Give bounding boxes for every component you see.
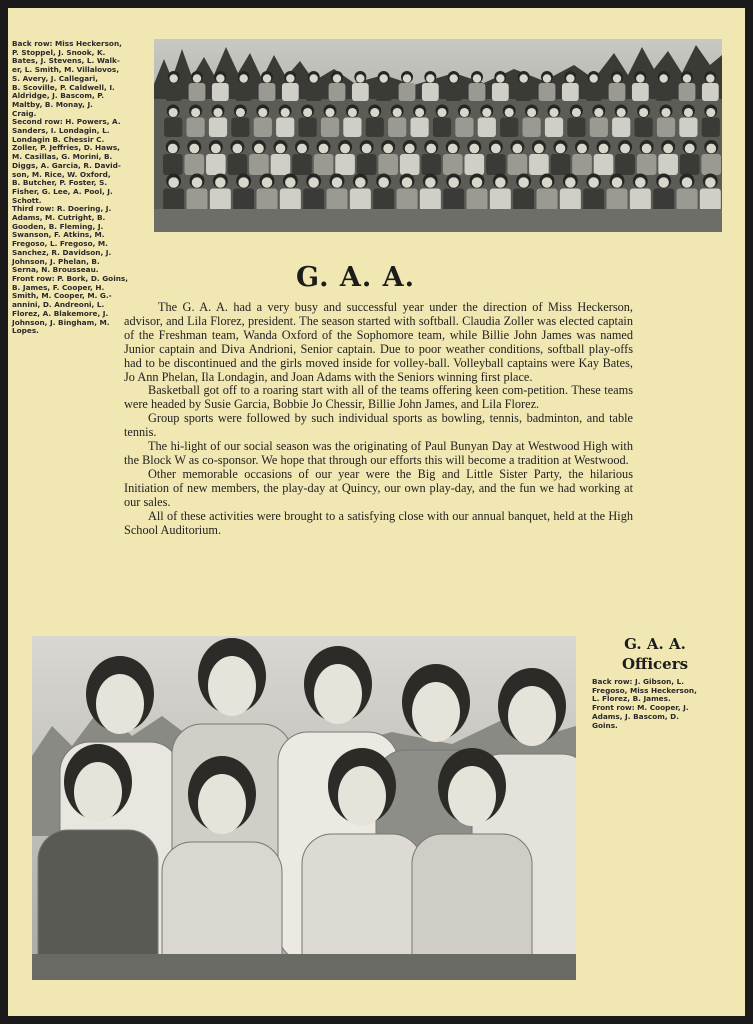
caption-line: Back row: Miss Heckerson, bbox=[12, 39, 122, 48]
caption-line: M. Casillas, G. Morini, B. bbox=[12, 152, 113, 162]
caption-line: Sanders, I. Londagin, L. bbox=[12, 126, 110, 136]
caption-line: B. Butcher, P. Foster, S. bbox=[12, 178, 108, 188]
caption-line: Johnson, J. Bingham, M. bbox=[12, 317, 110, 327]
caption-line: Third row: R. Doering, J. bbox=[12, 204, 112, 214]
group-photo-caption bbox=[12, 40, 148, 336]
caption-line: Adams, M. Cutright, B. bbox=[12, 213, 106, 223]
paragraph: All of these activities were brought to a satisfying close with our annual banquet, held at the High School Auditorium. bbox=[124, 508, 633, 537]
caption-line: Serna, N. Brousseau. bbox=[12, 265, 99, 275]
officers-title bbox=[590, 634, 720, 674]
caption-line: Second row: H. Powers, A. bbox=[12, 117, 121, 127]
caption-line: Smith, M. Cooper, M. G.- bbox=[12, 291, 112, 301]
caption-line: B. James, F. Cooper, H. bbox=[12, 282, 105, 292]
caption-line: Maltby, B. Monay, J. bbox=[12, 99, 93, 109]
caption-line: Fisher, G. Lee, A. Pool, J. bbox=[12, 186, 113, 196]
caption-line: Florez, A. Blakemore, J. bbox=[12, 308, 109, 318]
caption-line: Schott. bbox=[12, 195, 42, 205]
group-photo bbox=[154, 39, 722, 232]
caption-line: Front row: M. Cooper, J. bbox=[592, 703, 689, 713]
caption-line: P. Stoppel, J. Snook, K. bbox=[12, 47, 106, 57]
caption-line: S. Avery, J. Callegari, bbox=[12, 73, 99, 83]
paragraph: The hi-light of our social season was the originating of Paul Bunyan Day at Westwood High with the Block W as co-sponsor. We hope that through our efforts this will become a tradition at Westwood. bbox=[124, 439, 633, 467]
caption-line: Fregoso, L. Fregoso, M. bbox=[12, 239, 108, 249]
caption-line: Adams, J. Bascom, D. bbox=[592, 711, 679, 721]
caption-line: Lopes. bbox=[12, 326, 39, 336]
officers-caption bbox=[592, 678, 718, 730]
caption-line: er, L. Smith, M. Villalovos, bbox=[12, 65, 120, 75]
caption-line: son, M. Rice, W. Oxford, bbox=[12, 169, 111, 179]
caption-line: Swanson, F. Atkins, M. bbox=[12, 230, 105, 240]
caption-line: Front row: P. Bork, D. Goins, bbox=[12, 273, 129, 283]
caption-line: Londagin B. Chessir C. bbox=[12, 134, 105, 144]
caption-line: B. Scoville, P. Caldwell, I. bbox=[12, 82, 115, 92]
paragraph: Other memorable occasions of our year were the Big and Little Sister Party, the hilarious Initiation of new members, the play-day at Quincy, our own play-day, and the fun we had working at our sales. bbox=[124, 466, 633, 509]
caption-line: Aldridge, J. Bascom, P. bbox=[12, 91, 105, 101]
officers-photo bbox=[32, 636, 576, 980]
article-body bbox=[124, 301, 633, 537]
caption-line: Sanchez, R. Davidson, J. bbox=[12, 247, 112, 257]
caption-line: Gooden, B. Fleming, J. bbox=[12, 221, 104, 231]
yearbook-page bbox=[8, 8, 745, 1016]
caption-line: Johnson, J. Phelan, B. bbox=[12, 256, 100, 266]
paragraph: Basketball got off to a roaring start with all of the teams offering keen com-petition. These teams were headed by Susie Garcia, Bobbie Jo Chessir, Billie John James, and Lila Florez. bbox=[124, 383, 633, 412]
paragraph: The G. A. A. had a very busy and successful year under the direction of Miss Heckerson, advisor, and Lila Florez, president. The season started with softball. Claudia Zoller was elected captain of the Freshman team, Wanda Oxford of the Sophomore team, while Billie John James was named Junior captain and Diva Andrioni, Senior captain. Due to poor weather conditions, softball play-offs had to be discontinued and the girls moved inside for volley-ball. Volleyball captains were Kay Bates, Jo Ann Phelan, Ila Londagin, and Joan Adams with the Seniors winning first place. bbox=[124, 300, 633, 384]
page-title: G. A. A. bbox=[296, 262, 415, 293]
caption-line: Goins. bbox=[592, 720, 618, 730]
caption-line: L. Florez, B. James. bbox=[592, 694, 671, 704]
caption-line: Bates, J. Stevens, L. Walk- bbox=[12, 56, 120, 66]
caption-line: Craig. bbox=[12, 108, 37, 118]
officers-title-line: G. A. A. bbox=[624, 635, 686, 653]
caption-line: Fregoso, Miss Heckerson, bbox=[592, 685, 697, 695]
caption-line: Diggs, A. Garcia, R. David- bbox=[12, 160, 121, 170]
caption-line: Zoller, P. Jeffries, D. Haws, bbox=[12, 143, 120, 153]
caption-line: Back row: J. Gibson, L. bbox=[592, 677, 685, 686]
caption-line: annini, D. Andreoni, L. bbox=[12, 300, 105, 310]
paragraph: Group sports were followed by such individual sports as bowling, tennis, badminton, and table tennis. bbox=[124, 411, 633, 440]
officers-title-line: Officers bbox=[621, 655, 689, 673]
